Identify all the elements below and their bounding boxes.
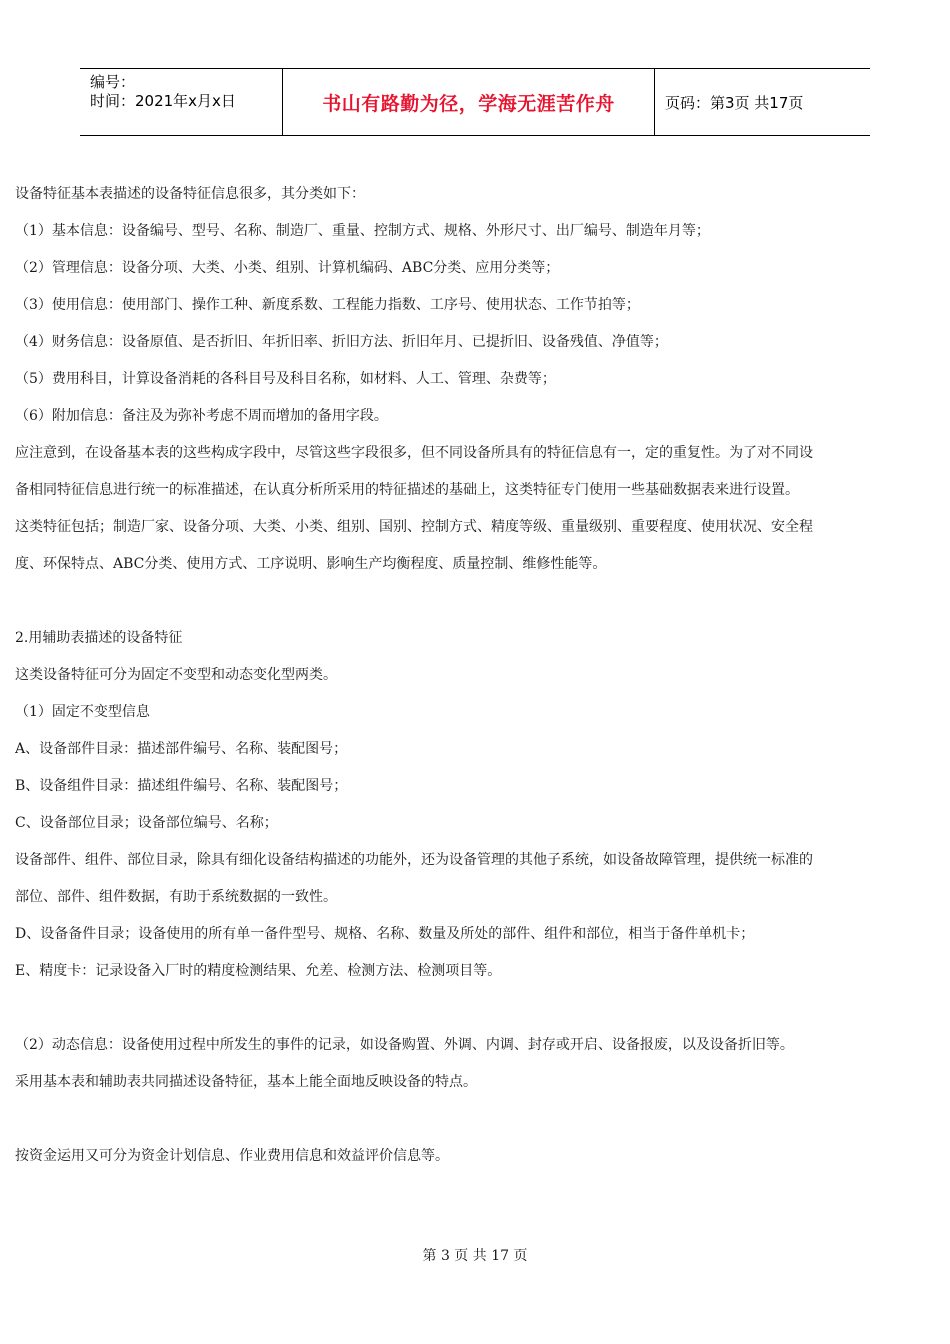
page-footer: 第 3 页 共 17 页 (422, 1248, 528, 1264)
paragraph: A、设备部件目录：描述部件编号、名称、装配图号； (15, 741, 348, 757)
header-meta (80, 69, 282, 135)
paragraph: （4）财务信息：设备原值、是否折旧、年折旧率、折旧方法、折旧年月、已提折旧、设备残值、净值等； (15, 334, 668, 350)
paragraph: （1）基本信息：设备编号、型号、名称、制造厂、重量、控制方式、规格、外形尺寸、出厂编号、制造年月等； (15, 223, 710, 239)
paragraph: （2）动态信息：设备使用过程中所发生的事件的记录，如设备购置、外调、内调、封存或开启、设备报废，以及设备折旧等。 (15, 1037, 794, 1053)
header-page-info: 页码：第3页 共17页 (665, 93, 804, 112)
paragraph: （5）费用科目，计算设备消耗的各科目号及科目名称，如材料、人工、管理、杂费等； (15, 371, 556, 387)
paragraph: 备相同特征信息进行统一的标准描述，在认真分析所采用的特征描述的基础上，这类特征专门使用一些基础数据表来进行设置。 (15, 482, 799, 498)
paragraph: D、设备备件目录；设备使用的所有单一备件型号、规格、名称、数量及所处的部件、组件和部位，相当于备件单机卡； (15, 926, 755, 942)
header-number-label: 编号： (90, 73, 136, 91)
blank-line (15, 1105, 930, 1142)
page-header (80, 68, 870, 136)
header-time-label: 时间：2021年x月x日 (90, 92, 236, 110)
header-motto: 书山有路勤为径，学海无涯苦作舟 (322, 92, 615, 115)
paragraph: 应注意到，在设备基本表的这些构成字段中，尽管这些字段很多，但不同设备所具有的特征信息有一，定的重复性。为了对不同设 (15, 445, 813, 461)
blank-line (15, 994, 930, 1031)
paragraph: 设备特征基本表描述的设备特征信息很多，其分类如下： (15, 186, 365, 202)
paragraph: （2）管理信息：设备分项、大类、小类、组别、计算机编码、ABC分类、应用分类等； (15, 260, 560, 276)
paragraph: 部位、部件、组件数据，有助于系统数据的一致性。 (15, 889, 337, 905)
paragraph: 采用基本表和辅助表共同描述设备特征，基本上能全面地反映设备的特点。 (15, 1074, 477, 1090)
document-body (15, 180, 930, 1179)
paragraph: 度、环保特点、ABC分类、使用方式、工序说明、影响生产均衡程度、质量控制、维修性能等。 (15, 556, 607, 572)
paragraph: （6）附加信息：备注及为弥补考虑不周而增加的备用字段。 (15, 408, 388, 424)
header-motto-cell (282, 69, 655, 135)
paragraph: 这类特征包括；制造厂家、设备分项、大类、小类、组别、国别、控制方式、精度等级、重量级别、重要程度、使用状况、安全程 (15, 519, 813, 535)
blank-line (15, 587, 930, 624)
paragraph: 这类设备特征可分为固定不变型和动态变化型两类。 (15, 667, 337, 683)
paragraph: （1）固定不变型信息 (15, 704, 150, 720)
paragraph: E、精度卡：记录设备入厂时的精度检测结果、允差、检测方法、检测项目等。 (15, 963, 502, 979)
paragraph: 按资金运用又可分为资金计划信息、作业费用信息和效益评价信息等。 (15, 1148, 449, 1164)
section-heading: 2.用辅助表描述的设备特征 (15, 630, 183, 646)
paragraph: C、设备部位目录；设备部位编号、名称； (15, 815, 278, 831)
paragraph: 设备部件、组件、部位目录，除具有细化设备结构描述的功能外，还为设备管理的其他子系统，如设备故障管理，提供统一标准的 (15, 852, 813, 868)
paragraph: B、设备组件目录：描述组件编号、名称、装配图号； (15, 778, 348, 794)
paragraph: （3）使用信息：使用部门、操作工种、新度系数、工程能力指数、工序号、使用状态、工作节拍等； (15, 297, 640, 313)
